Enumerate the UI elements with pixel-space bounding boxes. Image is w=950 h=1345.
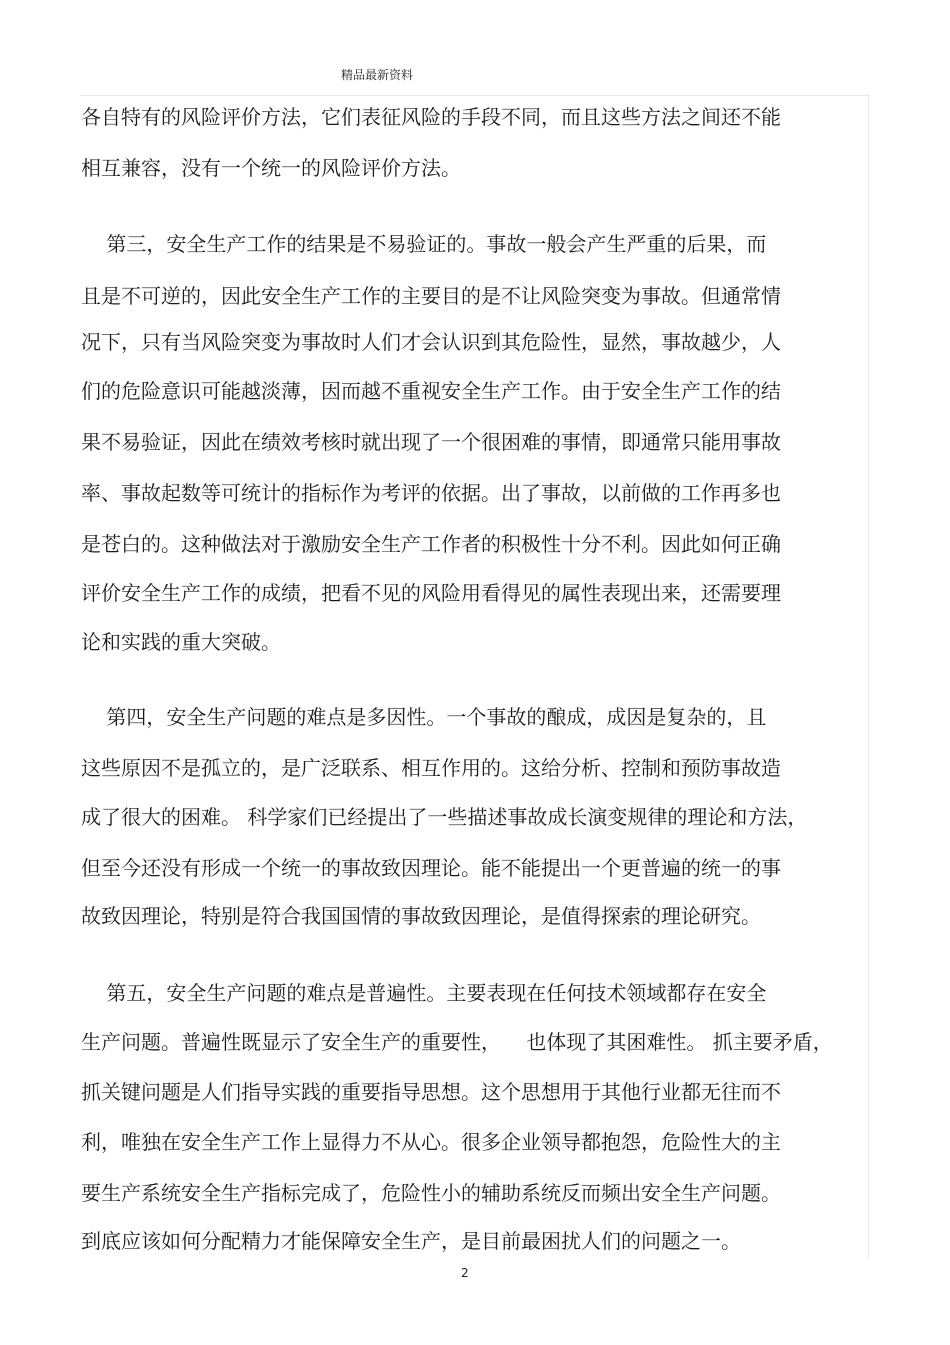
body-line: 果不易验证，因此在绩效考核时就出现了一个很困难的事情，即通常只能用事故 [81, 430, 781, 454]
body-line: 率、事故起数等可统计的指标作为考评的依据。出了事故，以前做的工作再多也 [81, 481, 781, 505]
body-line: 成了很大的困难。 科学家们已经提出了一些描述事故成长演变规律的理论和方法， [81, 805, 808, 829]
body-line: 们的危险意识可能越淡薄，因而越不重视安全生产工作。由于安全生产工作的结 [81, 379, 781, 403]
body-line: 各自特有的风险评价方法，它们表征风险的手段不同，而且这些方法之间还不能 [81, 105, 781, 129]
body-line: 抓关键问题是人们指导实践的重要指导思想。这个思想用于其他行业都无往而不 [81, 1080, 781, 1104]
body-line: 况下，只有当风险突变为事故时人们才会认识到其危险性，显然，事故越少，人 [81, 330, 781, 354]
body-line: 评价安全生产工作的成绩，把看不见的风险用看得见的属性表现出来，还需要理 [81, 581, 781, 605]
body-line: 要生产系统安全生产指标完成了，危险性小的辅助系统反而频出安全生产问题。 [81, 1181, 781, 1205]
body-line: 相互兼容，没有一个统一的风险评价方法。 [81, 156, 461, 180]
body-line: 这些原因不是孤立的，是广泛联系、相互作用的。这给分析、控制和预防事故造 [81, 756, 781, 780]
body-line: 第五，安全生产问题的难点是普遍性。主要表现在任何技术领域都存在安全 [81, 981, 767, 1005]
body-line: 到底应该如何分配精力才能保障安全生产，是目前最困扰人们的问题之一。 [81, 1229, 741, 1253]
body-line: 但至今还没有形成一个统一的事故致因理论。能不能提出一个更普遍的统一的事 [81, 856, 781, 880]
body-line: 论和实践的重大突破。 [81, 630, 281, 654]
body-line: 故致因理论，特别是符合我国国情的事故致因理论，是值得探索的理论研究。 [81, 904, 761, 928]
page-number: 2 [461, 1266, 469, 1280]
body-line: 生产问题。普遍性既显示了安全生产的重要性， 也体现了其困难性。 抓主要矛盾， [81, 1030, 833, 1054]
body-line: 利，唯独在安全生产工作上显得力不从心。很多企业领导都抱怨，危险性大的主 [81, 1130, 781, 1154]
header-divider [80, 95, 870, 96]
body-line: 第三，安全生产工作的结果是不易验证的。事故一般会产生严重的后果，而 [81, 232, 767, 256]
body-line: 是苍白的。这种做法对于激励安全生产工作者的积极性十分不利。因此如何正确 [81, 532, 781, 556]
body-line: 第四，安全生产问题的难点是多因性。一个事故的酿成，成因是复杂的，且 [81, 705, 767, 729]
body-line: 且是不可逆的，因此安全生产工作的主要目的是不让风险突变为事故。但通常情 [81, 284, 781, 308]
page-header: 精品最新资料 [341, 68, 414, 82]
right-margin-rule [868, 95, 869, 1260]
